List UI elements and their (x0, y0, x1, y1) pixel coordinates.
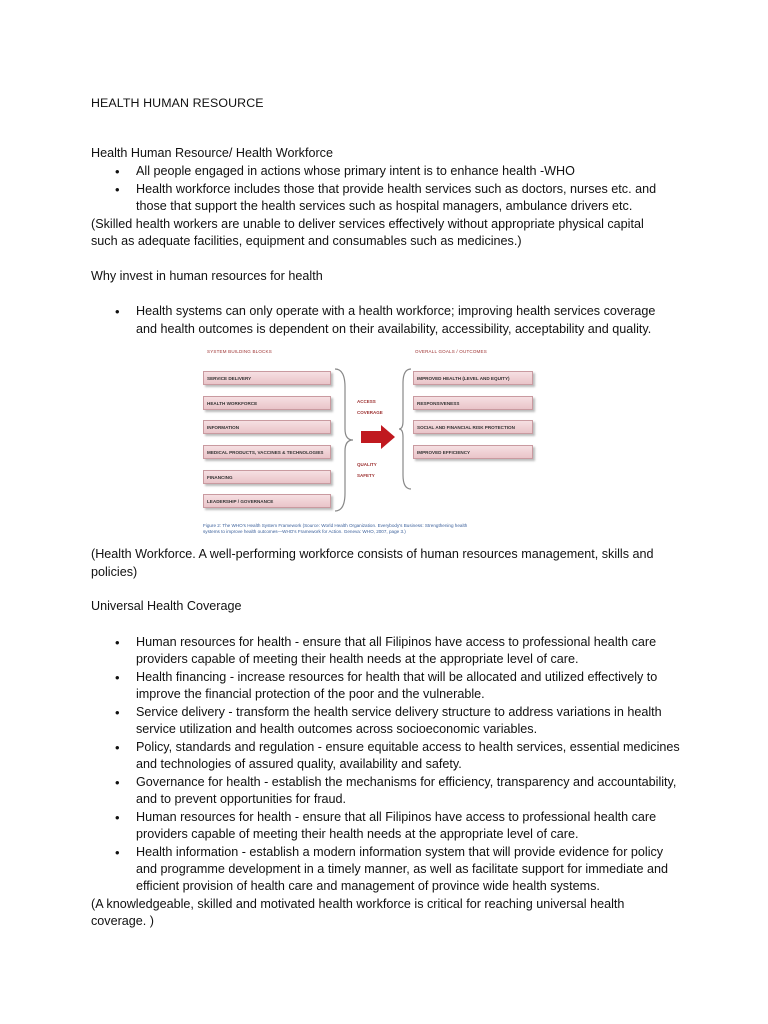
left-brace-icon (333, 367, 355, 513)
block-financing: FINANCING (203, 470, 331, 484)
uhc-item-4-line1: Policy, standards and regulation - ensure equitable access to health services, essential medicines (136, 740, 680, 754)
section2-note-line2: policies) (91, 565, 138, 579)
arrow-right-icon (361, 425, 395, 449)
section2-bullet-line2: and health outcomes is dependent on their availability, accessibility, acceptability and quality. (136, 322, 652, 336)
label-access: ACCESS (357, 399, 376, 404)
bullet-dot: • (115, 705, 120, 720)
goal-improved-health: IMPROVED HEALTH (LEVEL AND EQUITY) (413, 371, 533, 385)
uhc-item-3-line2: service utilization and health outcomes across socioeconomic variables. (136, 722, 538, 736)
uhc-item-6-line1: Human resources for health - ensure that all Filipinos have access to professional health care (136, 810, 657, 824)
uhc-item-4-line2: and technologies of assured quality, availability and safety. (136, 757, 462, 771)
uhc-item-7-line2: and programme development in a timely manner, as well as facilitate support for immediate and (136, 862, 668, 876)
uhc-item-7-line3: efficient provision of health care and management of province wide health systems. (136, 879, 600, 893)
section1-bullet-1: All people engaged in actions whose primary intent is to enhance health -WHO (136, 164, 575, 178)
diagram-right-heading: OVERALL GOALS / OUTCOMES (415, 349, 487, 354)
section1-heading: Health Human Resource/ Health Workforce (91, 146, 333, 160)
section1-note-line1: (Skilled health workers are unable to deliver services effectively without appropriate physical capital (91, 217, 644, 231)
uhc-item-2-line1: Health financing - increase resources for health that will be allocated and utilized effectively to (136, 670, 658, 684)
block-medical-products: MEDICAL PRODUCTS, VACCINES & TECHNOLOGIES (203, 445, 331, 459)
bullet-dot: • (115, 635, 120, 650)
bullet-dot: • (115, 810, 120, 825)
block-leadership: LEADERSHIP / GOVERNANCE (203, 494, 331, 508)
uhc-item-1-line1: Human resources for health - ensure that all Filipinos have access to professional health care (136, 635, 657, 649)
goal-responsiveness: RESPONSIVENESS (413, 396, 533, 410)
bullet-dot: • (115, 775, 120, 790)
section3-note-line2: coverage. ) (91, 914, 154, 928)
section2-heading: Why invest in human resources for health (91, 269, 323, 283)
bullet-dot: • (115, 304, 120, 319)
right-brace-icon (399, 367, 413, 491)
label-coverage: COVERAGE (357, 410, 383, 415)
section1-note-line2: such as adequate facilities, equipment and consumables such as medicines.) (91, 234, 522, 248)
bullet-dot: • (115, 845, 120, 860)
label-quality: QUALITY (357, 462, 377, 467)
bullet-dot: • (115, 740, 120, 755)
who-health-system-framework-figure (203, 345, 539, 539)
section1-bullet-2: Health workforce includes those that provide health services such as doctors, nurses etc. and (136, 182, 657, 196)
section2-bullet-line1: Health systems can only operate with a health workforce; improving health services coverage (136, 304, 656, 318)
uhc-item-1-line2: providers capable of meeting their health needs at the appropriate level of care. (136, 652, 579, 666)
block-service-delivery: SERVICE DELIVERY (203, 371, 331, 385)
block-information: INFORMATION (203, 420, 331, 434)
goal-risk-protection: SOCIAL AND FINANCIAL RISK PROTECTION (413, 420, 533, 434)
uhc-item-5-line1: Governance for health - establish the mechanisms for efficiency, transparency and accountability, (136, 775, 677, 789)
section2-note-line1: (Health Workforce. A well-performing workforce consists of human resources management, skills and (91, 547, 654, 561)
page-title: HEALTH HUMAN RESOURCE (91, 96, 264, 110)
figure-caption (203, 523, 539, 535)
uhc-item-6-line2: providers capable of meeting their health needs at the appropriate level of care. (136, 827, 579, 841)
uhc-item-2-line2: improve the financial protection of the poor and the vulnerable. (136, 687, 485, 701)
diagram-left-heading: SYSTEM BUILDING BLOCKS (207, 349, 272, 354)
label-safety: SAFETY (357, 473, 375, 478)
section3-note-line1: (A knowledgeable, skilled and motivated health workforce is critical for reaching universal health (91, 897, 625, 911)
uhc-item-3-line1: Service delivery - transform the health service delivery structure to address variations in health (136, 705, 662, 719)
caption-line1: Figure 2: The WHO's Health System Framework (Source: World Health Organization. Everybody's Business: Strengthening health (203, 523, 468, 528)
bullet-dot: • (115, 670, 120, 685)
caption-line2: systems to improve health outcomes—WHO's Framework for Action. Geneva: WHO, 2007, page 3.) (203, 529, 406, 534)
goal-improved-efficiency: IMPROVED EFFICIENCY (413, 445, 533, 459)
block-health-workforce: HEALTH WORKFORCE (203, 396, 331, 410)
uhc-item-5-line2: and to prevent opportunities for fraud. (136, 792, 347, 806)
bullet-dot: • (115, 182, 120, 197)
section1-bullet-2-cont: those that support the health services such as hospital managers, ambulance drivers etc. (136, 199, 633, 213)
uhc-item-7-line1: Health information - establish a modern information system that will provide evidence for policy (136, 845, 664, 859)
bullet-dot: • (115, 164, 120, 179)
section3-heading: Universal Health Coverage (91, 599, 242, 613)
